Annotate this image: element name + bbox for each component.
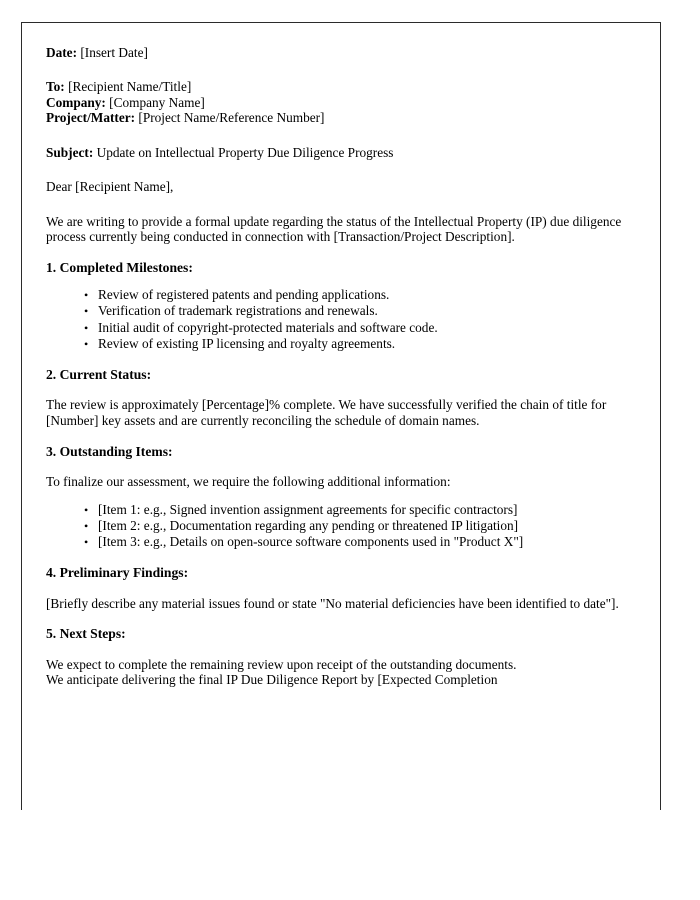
spacer [46,550,624,565]
field-company-value: [Company Name] [109,94,205,110]
spacer [46,275,624,287]
salutation: Dear [Recipient Name], [46,179,174,195]
list-item: • Review of registered patents and pending applications. [98,287,624,303]
section-heading-current-status: 2. Current Status: [46,367,152,383]
section-heading-next-steps: 5. Next Steps: [46,626,126,642]
list-item: • [Item 3: e.g., Details on open-source software components used in "Product X"] [98,534,624,550]
spacer [46,245,624,260]
field-date-label: Date: [46,45,78,60]
preliminary-findings-paragraph: [Briefly describe any material issues found or state "No material deficiencies have been identified to date"]. [46,595,619,611]
outstanding-items-list [46,502,624,551]
field-subject-label: Subject: [46,144,94,160]
field-to [46,79,624,94]
spacer [46,60,624,79]
field-company [46,95,624,110]
field-date [46,45,624,60]
field-to-label: To: [46,79,65,95]
list-item: • [Item 2: e.g., Documentation regarding any pending or threatened IP litigation] [98,518,624,534]
next-steps-line-2-clipped: We anticipate delivering the final IP Due Diligence Report by [Expected Completion [46,672,498,688]
list-item: • [Item 1: e.g., Signed invention assignment agreements for specific contractors] [98,502,624,518]
spacer [46,429,624,444]
document-body [22,23,660,688]
field-project-matter-label: Project/Matter: [46,110,136,126]
section-heading-preliminary-findings: 4. Preliminary Findings: [46,565,189,581]
spacer [46,160,624,179]
list-item: • Verification of trademark registrations and renewals. [98,303,624,319]
list-item: • Review of existing IP licensing and royalty agreements. [98,336,624,352]
section-heading-outstanding-items: 3. Outstanding Items: [46,443,173,459]
spacer [46,459,624,474]
spacer [46,126,624,145]
field-project-matter [46,110,624,125]
field-project-matter-value: [Project Name/Reference Number] [138,110,325,126]
spacer [46,642,624,657]
completed-milestones-list [46,287,624,352]
section-heading-completed-milestones: 1. Completed Milestones: [46,259,193,275]
field-company-label: Company: [46,94,106,110]
next-steps-line-1: We expect to complete the remaining review upon receipt of the outstanding documents. [46,656,517,672]
field-subject [46,145,624,160]
spacer [46,382,624,397]
field-to-value: [Recipient Name/Title] [68,79,192,95]
current-status-paragraph: The review is approximately [Percentage]% complete. We have successfully verified the chain of title for [Number] key assets and are currently reconciling the schedule of domain names. [46,397,607,429]
spacer [46,490,624,502]
spacer [46,611,624,626]
field-date-value: [Insert Date] [80,45,148,60]
spacer [46,352,624,367]
opening-paragraph: We are writing to provide a formal update regarding the status of the Intellectual Property (IP) due diligence process currently being conducted in connection with [Transaction/Project Description]. [46,213,622,245]
field-subject-value: Update on Intellectual Property Due Diligence Progress [96,144,394,160]
outstanding-items-lead-in: To finalize our assessment, we require the following additional information: [46,474,451,490]
spacer [46,581,624,596]
list-item: • Initial audit of copyright-protected materials and software code. [98,320,624,336]
spacer [46,195,624,214]
document-page [21,22,661,810]
